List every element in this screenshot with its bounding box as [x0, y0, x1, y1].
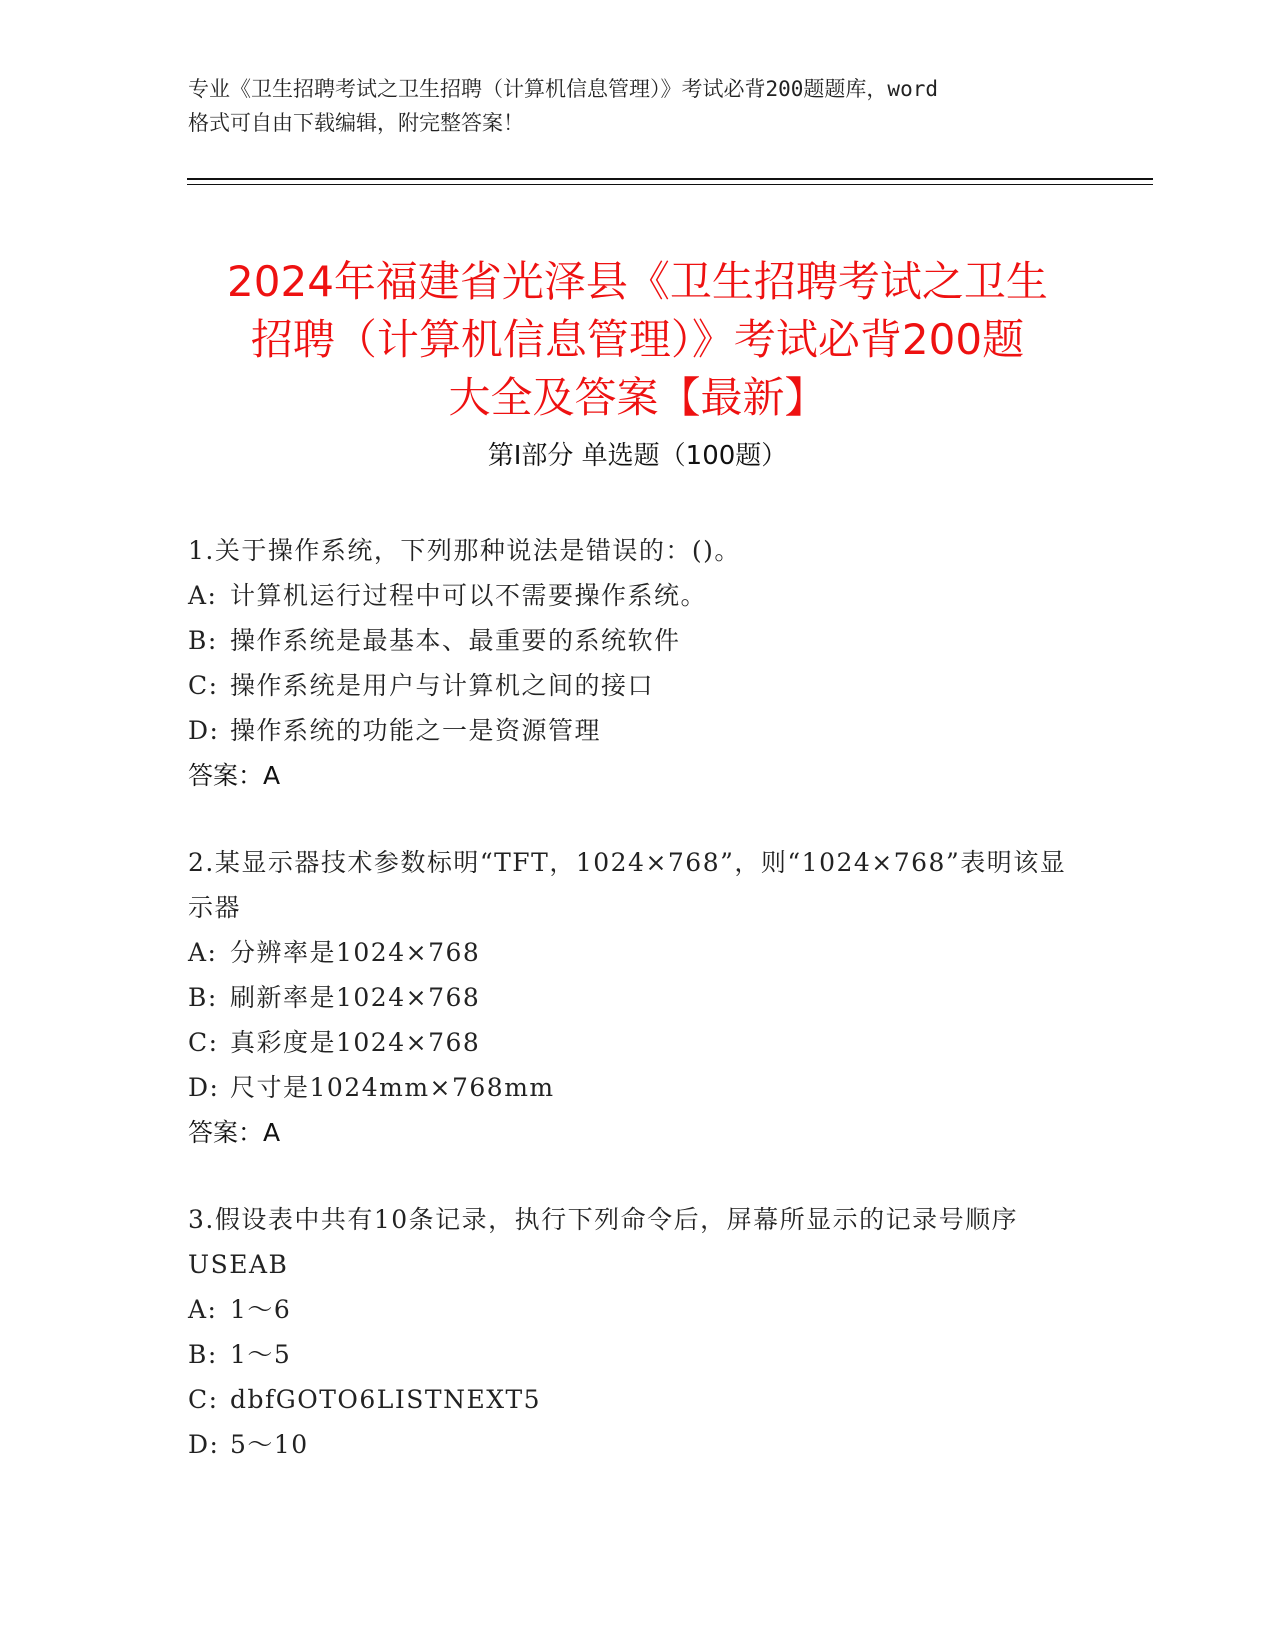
answer-line: 答案：A — [188, 761, 281, 790]
option-label: D: — [188, 1073, 220, 1102]
option-text: 尺寸是1024mm×768mm — [230, 1073, 555, 1102]
option-label: C: — [188, 671, 219, 700]
question-list — [188, 528, 1088, 1509]
option-text: 5～10 — [230, 1430, 309, 1459]
option-b — [188, 618, 1088, 663]
option-d — [188, 1422, 1088, 1467]
option-text: 真彩度是1024×768 — [230, 1028, 481, 1057]
option-label: D: — [188, 1430, 220, 1459]
title-line-2: 招聘（计算机信息管理）》考试必背200题 — [250, 315, 1025, 365]
option-c — [188, 1377, 1088, 1422]
question-stem: 2.某显示器技术参数标明“TFT，1024×768”，则“1024×768”表明该显示器 — [188, 848, 1067, 922]
option-label: A: — [188, 938, 218, 967]
option-label: D: — [188, 716, 220, 745]
title-line-3: 大全及答案【最新】 — [448, 373, 827, 423]
option-d — [188, 708, 1088, 753]
option-text: 1～5 — [230, 1340, 292, 1369]
option-text: 操作系统是用户与计算机之间的接口 — [230, 671, 655, 700]
option-a — [188, 930, 1088, 975]
option-label: B: — [188, 983, 218, 1012]
title-line-1: 2024年福建省光泽县《卫生招聘考试之卫生 — [227, 257, 1048, 307]
header-divider-thick — [187, 178, 1153, 180]
option-a — [188, 1287, 1088, 1332]
option-text: 操作系统的功能之一是资源管理 — [230, 716, 602, 745]
option-text: 1～6 — [230, 1295, 292, 1324]
option-text: dbfGOTO6LISTNEXT5 — [230, 1385, 542, 1414]
question-2 — [188, 840, 1088, 1155]
header-note: 专业《卫生招聘考试之卫生招聘（计算机信息管理）》考试必背200题题库，word 格式可自由下载编辑，附完整答案！ — [188, 77, 938, 135]
option-b — [188, 1332, 1088, 1377]
option-label: A: — [188, 581, 218, 610]
document-title — [150, 253, 1125, 427]
option-label: B: — [188, 1340, 218, 1369]
answer-line: 答案：A — [188, 1118, 281, 1147]
option-text: 分辨率是1024×768 — [230, 938, 481, 967]
option-d — [188, 1065, 1088, 1110]
section-heading: 第I部分 单选题（100题） — [487, 441, 788, 471]
question-3 — [188, 1197, 1088, 1467]
question-stem: 1.关于操作系统，下列那种说法是错误的：()。 — [188, 536, 741, 565]
option-label: A: — [188, 1295, 218, 1324]
question-stem: 3.假设表中共有10条记录，执行下列命令后，屏幕所显示的记录号顺序USEAB — [188, 1205, 1019, 1279]
question-1 — [188, 528, 1088, 798]
option-b — [188, 975, 1088, 1020]
option-label: B: — [188, 626, 218, 655]
header-divider-thin — [187, 184, 1153, 185]
option-label: C: — [188, 1385, 219, 1414]
option-a — [188, 573, 1088, 618]
option-text: 计算机运行过程中可以不需要操作系统。 — [230, 581, 708, 610]
option-c — [188, 1020, 1088, 1065]
option-text: 刷新率是1024×768 — [230, 983, 481, 1012]
option-text: 操作系统是最基本、最重要的系统软件 — [230, 626, 681, 655]
option-label: C: — [188, 1028, 219, 1057]
option-c — [188, 663, 1088, 708]
